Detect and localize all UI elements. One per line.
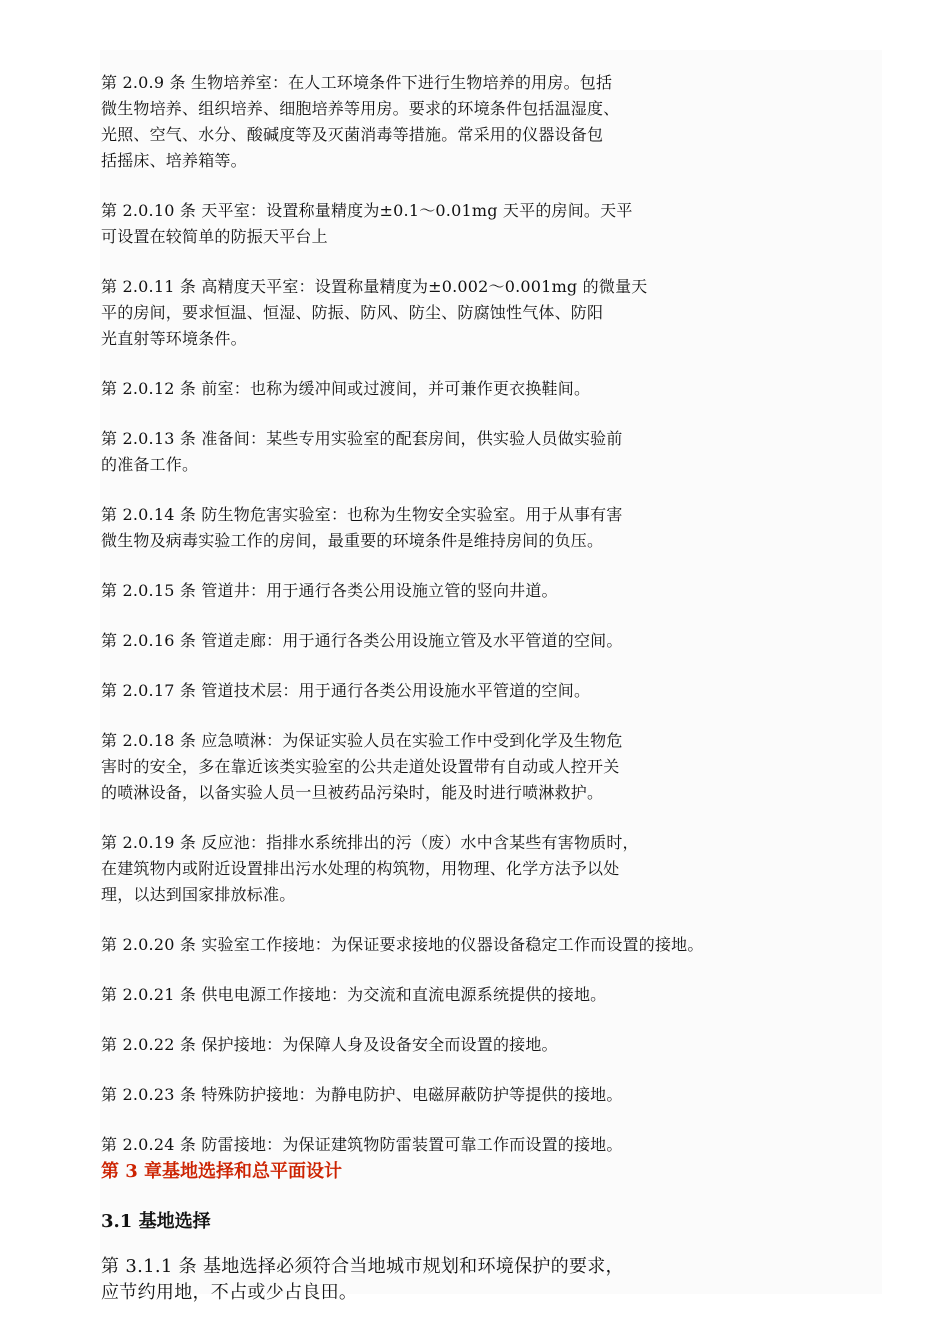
section-title: 3.1 基地选择 [101,1211,211,1232]
clause-2-0-21: 第 2.0.21 条 供电电源工作接地：为交流和直流电源系统提供的接地。 [101,985,607,1004]
clause-2-0-14: 第 2.0.14 条 防生物危害实验室：也称为生物安全实验室。用于从事有害 微生物及病毒实验工作的房间，最重要的环境条件是维持房间的负压。 [101,505,623,550]
clause-2-0-24: 第 2.0.24 条 防雷接地：为保证建筑物防雷装置可靠工作而设置的接地。 [101,1135,623,1154]
chapter-title: 第 3 章基地选择和总平面设计 [101,1161,343,1182]
clause-2-0-17: 第 2.0.17 条 管道技术层：用于通行各类公用设施水平管道的空间。 [101,681,591,700]
clause-2-0-16: 第 2.0.16 条 管道走廊：用于通行各类公用设施立管及水平管道的空间。 [101,631,623,650]
document-content [101,70,821,1306]
clause-2-0-20: 第 2.0.20 条 实验室工作接地：为保证要求接地的仪器设备稳定工作而设置的接地。 [101,935,704,954]
clause-2-0-23: 第 2.0.23 条 特殊防护接地：为静电防护、电磁屏蔽防护等提供的接地。 [101,1085,623,1104]
clause-2-0-9: 第 2.0.9 条 生物培养室：在人工环境条件下进行生物培养的用房。包括 微生物培养、组织培养、细胞培养等用房。要求的环境条件包括温湿度、 光照、空气、水分、酸碱度等及灭菌消毒等措施。常采用的仪器设备包 括摇床、培养箱等。 [101,73,620,170]
clause-2-0-10: 第 2.0.10 条 天平室：设置称量精度为±0.1～0.01mg 天平的房间。天平 可设置在较简单的防振天平台上 [101,201,633,246]
clause-2-0-18: 第 2.0.18 条 应急喷淋：为保证实验人员在实验工作中受到化学及生物危 害时的安全，多在靠近该类实验室的公共走道处设置带有自动或人控开关 的喷淋设备，以备实验人员一旦被药品污染时，能及时进行喷淋救护。 [101,731,623,802]
clause-3-1-1: 第 3.1.1 条 基地选择必须符合当地城市规划和环境保护的要求， 应节约用地，不占或少占良田。 [101,1256,624,1303]
clause-2-0-12: 第 2.0.12 条 前室：也称为缓冲间或过渡间，并可兼作更衣换鞋间。 [101,379,591,398]
clause-2-0-15: 第 2.0.15 条 管道井：用于通行各类公用设施立管的竖向井道。 [101,581,558,600]
clause-2-0-22: 第 2.0.22 条 保护接地：为保障人身及设备安全而设置的接地。 [101,1035,558,1054]
clause-2-0-19: 第 2.0.19 条 反应池：指排水系统排出的污（废）水中含某些有害物质时， 在建筑物内或附近设置排出污水处理的构筑物，用物理、化学方法予以处 理，以达到国家排放标准。 [101,833,639,904]
clause-2-0-13: 第 2.0.13 条 准备间：某些专用实验室的配套房间，供实验人员做实验前 的准备工作。 [101,429,623,474]
clause-2-0-11: 第 2.0.11 条 高精度天平室：设置称量精度为±0.002～0.001mg 的微量天 平的房间，要求恒温、恒湿、防振、防风、防尘、防腐蚀性气体、防阳 光直射等环境条件。 [101,277,648,348]
